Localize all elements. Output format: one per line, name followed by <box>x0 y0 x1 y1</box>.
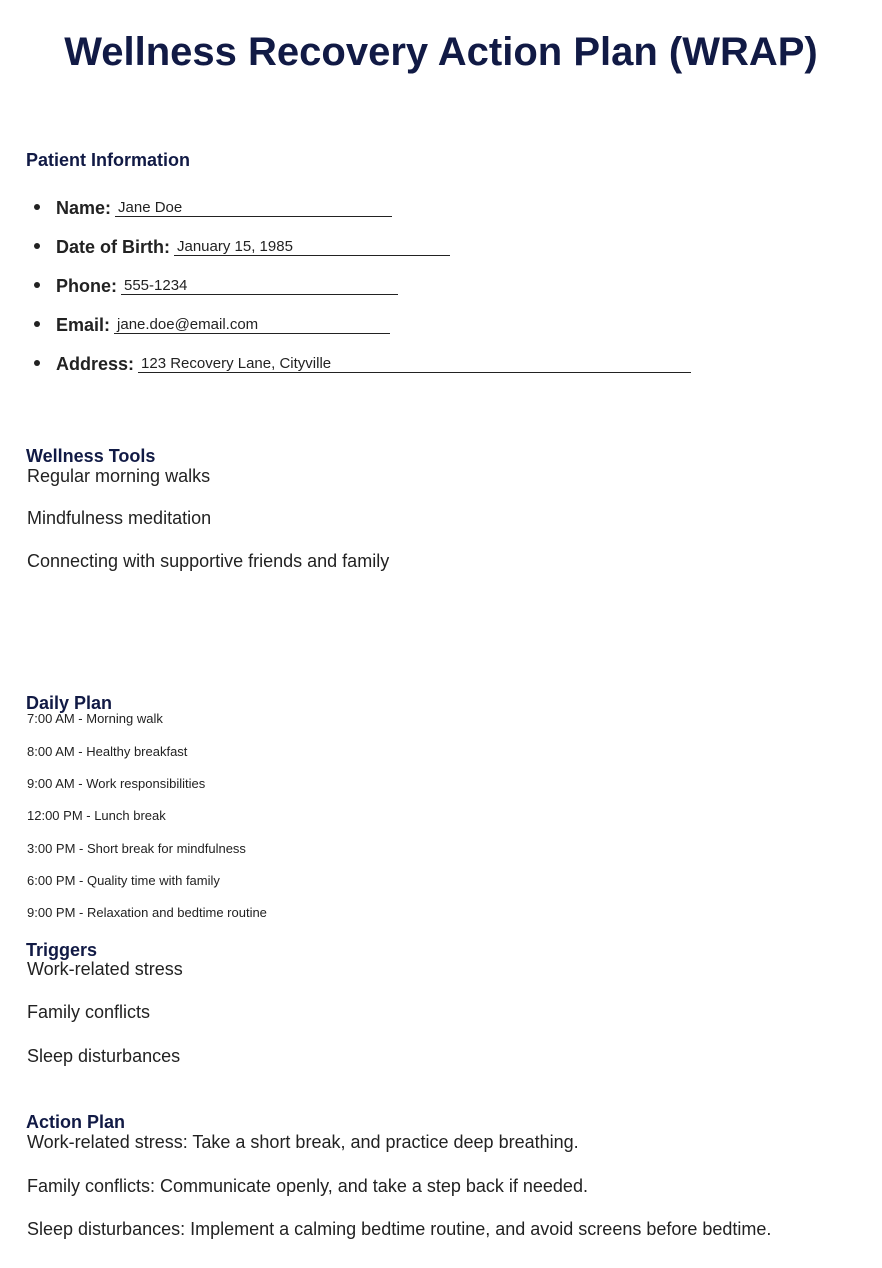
name-field[interactable]: Jane Doe <box>115 199 392 217</box>
email-field-row <box>34 314 390 336</box>
trigger-item: Work-related stress <box>27 959 183 979</box>
address-field[interactable]: 123 Recovery Lane, Cityville <box>138 355 691 373</box>
triggers-heading: Triggers <box>26 940 98 960</box>
wellness-tool-item: Mindfulness meditation <box>27 508 212 528</box>
daily-plan-item: 3:00 PM - Short break for mindfulness <box>27 841 246 856</box>
address-field-row <box>34 353 691 375</box>
email-label: Email: <box>56 315 111 335</box>
daily-plan-item: 8:00 AM - Healthy breakfast <box>27 744 188 759</box>
daily-plan-item: 9:00 AM - Work responsibilities <box>27 776 206 791</box>
dob-label: Date of Birth: <box>56 237 170 257</box>
wellness-tools-heading: Wellness Tools <box>26 446 156 466</box>
dob-field-row <box>34 236 450 258</box>
daily-plan-item: 12:00 PM - Lunch break <box>27 808 166 823</box>
action-plan-item: Work-related stress: Take a short break, and practice deep breathing. <box>27 1132 579 1152</box>
bullet-icon <box>34 204 40 210</box>
email-field[interactable]: jane.doe@email.com <box>114 316 390 334</box>
address-label: Address: <box>56 354 135 374</box>
trigger-item: Family conflicts <box>27 1002 151 1022</box>
daily-plan-item: 6:00 PM - Quality time with family <box>27 873 220 888</box>
daily-plan-item: 9:00 PM - Relaxation and bedtime routine <box>27 905 267 920</box>
action-plan-item: Sleep disturbances: Implement a calming bedtime routine, and avoid screens before bedtime. <box>27 1219 772 1239</box>
trigger-item: Sleep disturbances <box>27 1046 181 1066</box>
phone-field-row <box>34 275 398 297</box>
bullet-icon <box>34 321 40 327</box>
phone-label: Phone: <box>56 276 117 296</box>
daily-plan-item: 7:00 AM - Morning walk <box>27 711 163 726</box>
bullet-icon <box>34 282 40 288</box>
name-field-row <box>34 197 392 219</box>
bullet-icon <box>34 360 40 366</box>
phone-field[interactable]: 555-1234 <box>121 277 398 295</box>
bullet-icon <box>34 243 40 249</box>
wellness-tool-item: Connecting with supportive friends and family <box>27 551 390 571</box>
page-title: Wellness Recovery Action Plan (WRAP) <box>64 30 818 74</box>
name-label: Name: <box>56 198 112 218</box>
action-plan-heading: Action Plan <box>26 1112 126 1132</box>
wellness-tool-item: Regular morning walks <box>27 466 211 486</box>
action-plan-item: Family conflicts: Communicate openly, and take a step back if needed. <box>27 1176 588 1196</box>
dob-field[interactable]: January 15, 1985 <box>174 238 450 256</box>
daily-plan-heading: Daily Plan <box>26 693 113 713</box>
patient-info-heading: Patient Information <box>26 150 191 170</box>
